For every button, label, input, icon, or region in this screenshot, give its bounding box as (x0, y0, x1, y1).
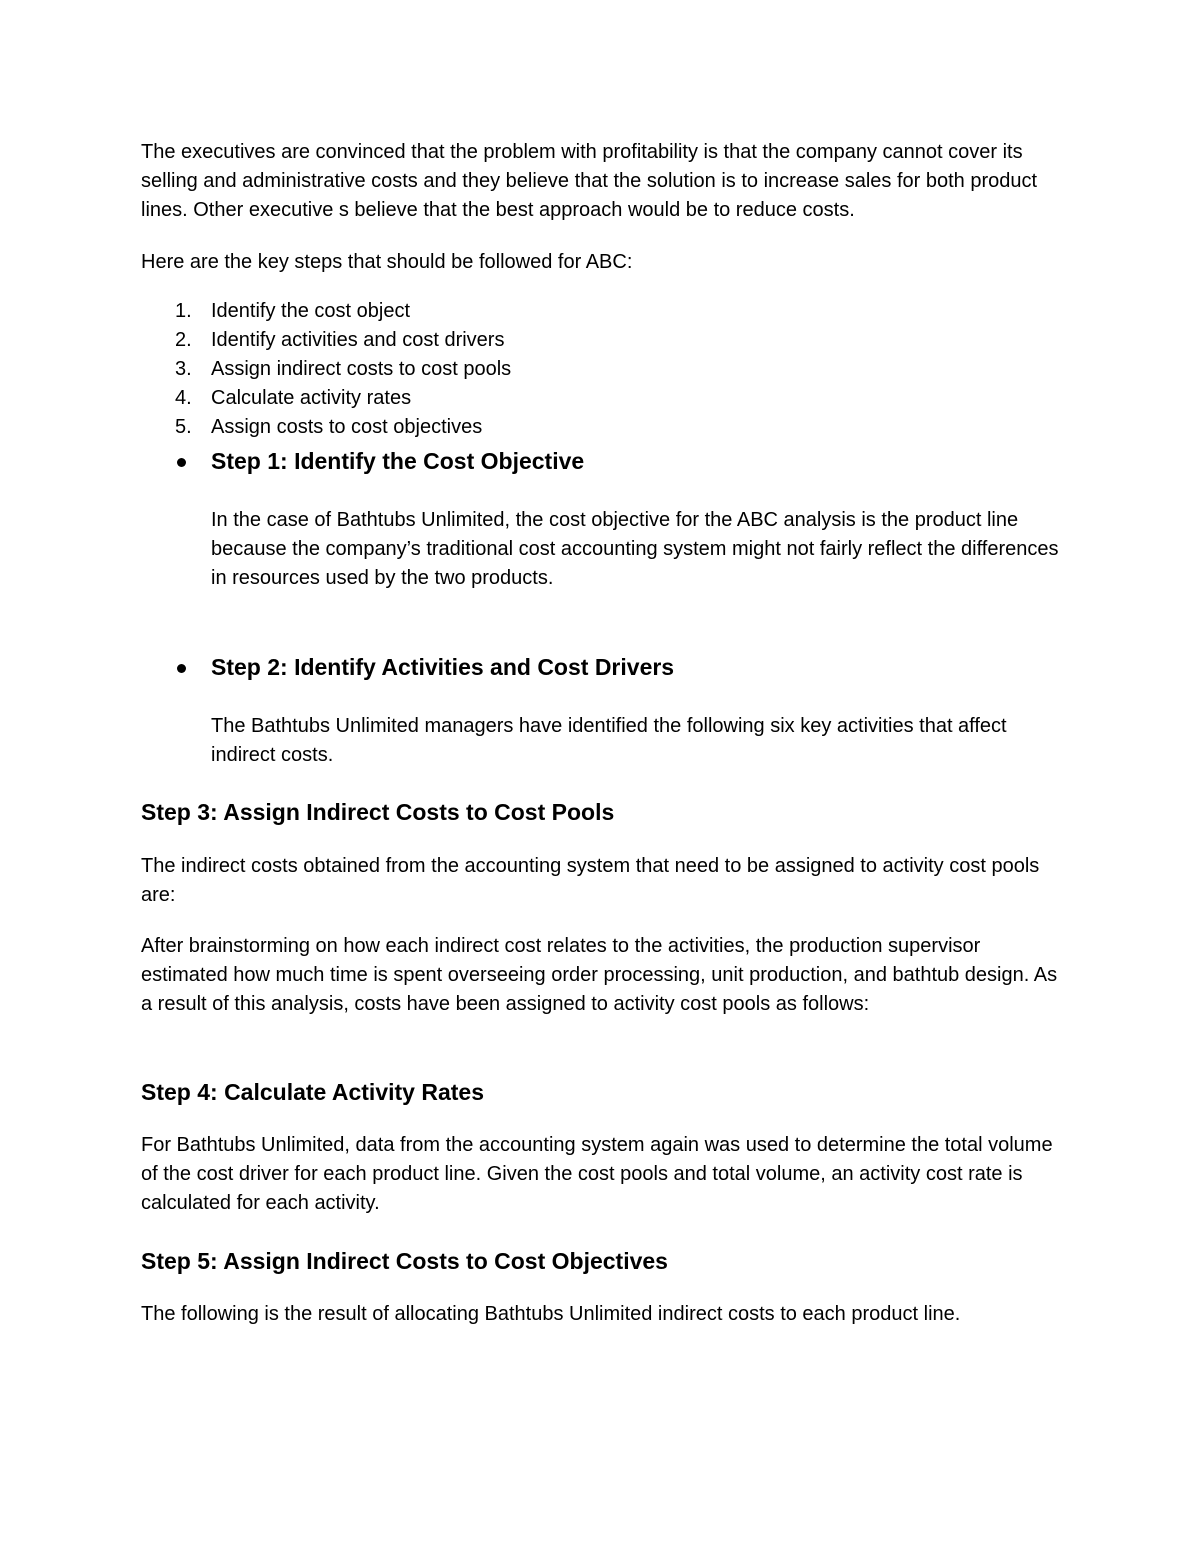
step5-heading: Step 5: Assign Indirect Costs to Cost Objectives (141, 1248, 668, 1274)
step4-body: For Bathtubs Unlimited, data from the accounting system again was used to determine the total volume of the cost driver for each product line. Given the cost pools and total volume, an activity cost rate is calculated for each activity. (141, 1134, 1053, 1214)
bullet-icon (177, 458, 186, 467)
step2-section (141, 651, 1061, 770)
intro-paragraph: The executives are convinced that the problem with profitability is that the company cannot cover its selling and administrative costs and they believe that the solution is to increase sales for both product lines. Other executive s believe that the best approach would be to reduce costs. (141, 141, 1038, 221)
list-item-text: Identify activities and cost drivers (211, 329, 505, 351)
bullet-icon (177, 664, 186, 673)
list-item-number: 4. (175, 387, 192, 409)
step1-section (141, 445, 1061, 593)
step3-heading: Step 3: Assign Indirect Costs to Cost Pools (141, 799, 615, 825)
step3-body-1: The indirect costs obtained from the accounting system that need to be assigned to activity cost pools are: (141, 855, 1040, 906)
step5-body: The following is the result of allocating Bathtubs Unlimited indirect costs to each product line. (141, 1303, 961, 1325)
list-item-number: 2. (175, 329, 192, 351)
key-steps-list (141, 297, 1061, 442)
list-item-text: Calculate activity rates (211, 387, 412, 409)
key-steps-lead: Here are the key steps that should be followed for ABC: (141, 251, 633, 273)
list-item-number: 5. (175, 416, 192, 438)
list-item (141, 297, 1061, 326)
list-item (141, 355, 1061, 384)
list-item-number: 1. (175, 300, 192, 322)
list-item-text: Assign costs to cost objectives (211, 416, 483, 438)
step2-heading: Step 2: Identify Activities and Cost Drivers (211, 654, 675, 680)
list-item (141, 326, 1061, 355)
list-item (141, 384, 1061, 413)
document-page (141, 138, 1061, 1329)
list-item (141, 413, 1061, 442)
step3-body-2: After brainstorming on how each indirect cost relates to the activities, the production supervisor estimated how much time is spent overseeing order processing, unit production, and bathtub design. As a result of this analysis, costs have been assigned to activity cost pools as follows: (141, 935, 1058, 1015)
step4-heading: Step 4: Calculate Activity Rates (141, 1079, 484, 1105)
list-item-text: Assign indirect costs to cost pools (211, 358, 512, 380)
step1-body: In the case of Bathtubs Unlimited, the cost objective for the ABC analysis is the product line because the company’s traditional cost accounting system might not fairly reflect the differences in resources used by the two products. (211, 509, 1059, 589)
step2-body: The Bathtubs Unlimited managers have identified the following six key activities that affect indirect costs. (211, 715, 1007, 766)
step1-heading: Step 1: Identify the Cost Objective (211, 448, 585, 474)
list-item-number: 3. (175, 358, 192, 380)
list-item-text: Identify the cost object (211, 300, 411, 322)
